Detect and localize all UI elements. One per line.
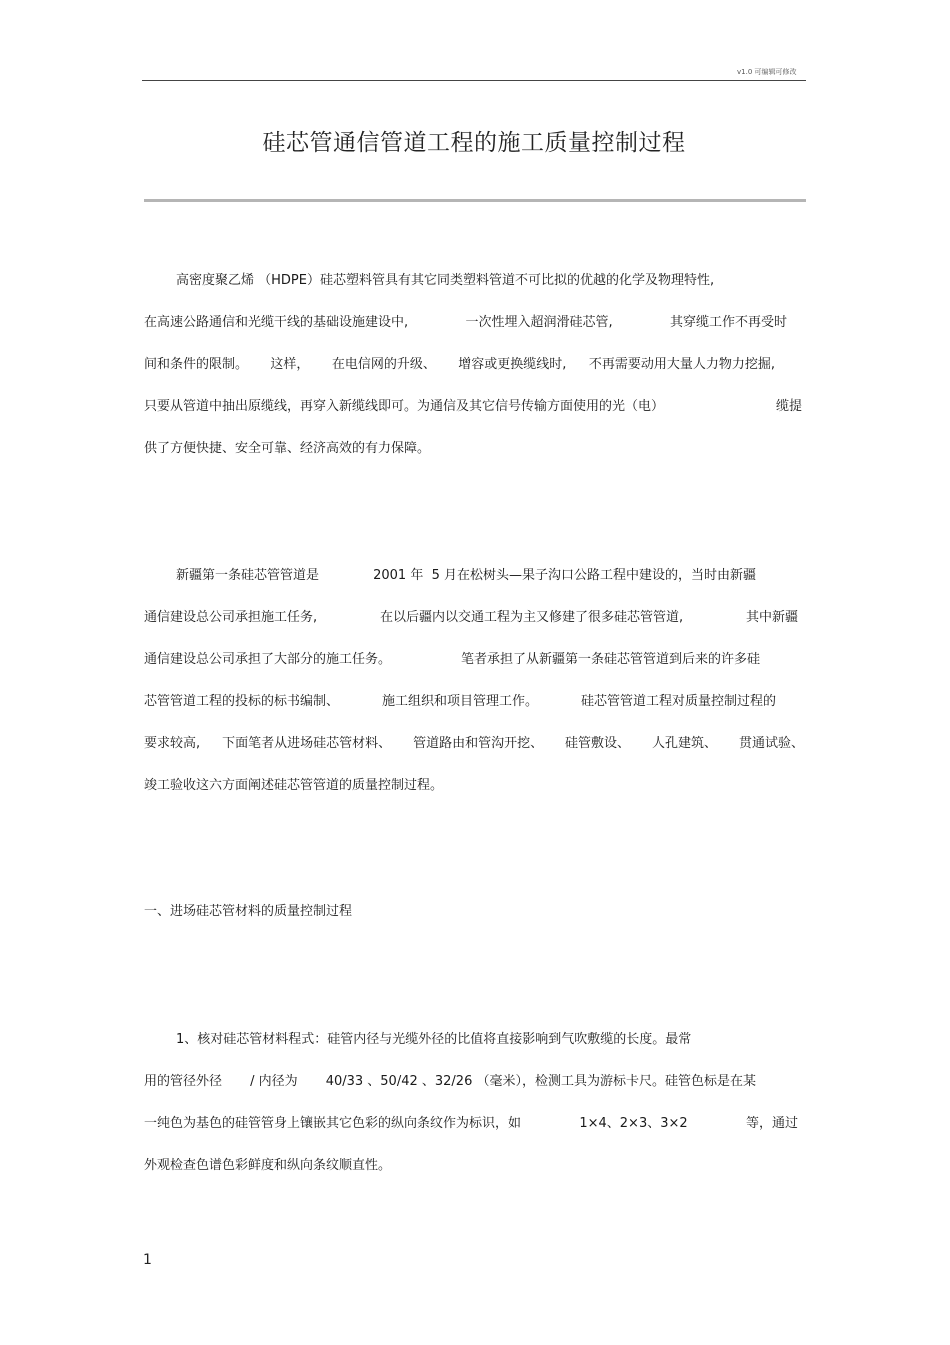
paragraph2-line2-part-a: 通信建设总公司承担施工任务,	[144, 610, 318, 625]
paragraph1-line2	[144, 315, 787, 331]
paragraph1-line4	[144, 399, 802, 415]
paragraph1-line2-part-b: 一次性埋入超润滑硅芯管,	[465, 315, 613, 330]
paragraph2-line5-part-a: 要求较高,	[144, 736, 201, 751]
paragraph2-line5-part-e: 人孔建筑、	[652, 736, 718, 751]
paragraph3-line3-part-b: 1×4、2×3、3×2	[579, 1116, 688, 1131]
paragraph3-line3-part-a: 一纯色为基色的硅管管身上镶嵌其它色彩的纵向条纹作为标识，如	[144, 1116, 522, 1131]
paragraph1-line1: 高密度聚乙烯 （HDPE）硅芯塑料管具有其它同类塑料管道不可比拟的优越的化学及物理特性,	[176, 273, 715, 288]
header-divider	[142, 80, 806, 81]
paragraph3-line2	[144, 1074, 756, 1090]
paragraph2-line4-part-a: 芯管管道工程的投标的标书编制、	[144, 694, 340, 709]
paragraph1-line3-part-a: 间和条件的限制。	[144, 357, 249, 372]
paragraph2-line1	[176, 568, 756, 584]
paragraph1-line4-part-b: 缆提	[775, 399, 802, 414]
paragraph1-line3-part-e: 不再需要动用大量人力物力挖掘,	[588, 357, 775, 372]
paragraph1-line2-part-a: 在高速公路通信和光缆干线的基础设施建设中,	[144, 315, 409, 330]
paragraph3-line3	[144, 1116, 798, 1132]
paragraph1-line2-part-c: 其穿缆工作不再受时	[669, 315, 787, 330]
paragraph2-line3	[144, 652, 760, 668]
paragraph2-line1-part-b: 2001 年 5 月在松树头—果子沟口公路工程中建设的，当时由新疆	[373, 568, 756, 583]
paragraph3-line2-part-c: 40/33 、50/42 、32/26 （毫米），检测工具为游标卡尺。硅管色标是在某	[325, 1074, 756, 1089]
paragraph3-line2-part-b: / 内径为	[250, 1074, 298, 1089]
document-title: 硅芯管通信管道工程的施工质量控制过程	[262, 130, 686, 156]
paragraph2-line4-part-b: 施工组织和项目管理工作。	[381, 694, 538, 709]
paragraph2-line5-part-c: 管道路由和管沟开挖、	[413, 736, 544, 751]
paragraph1-line4-part-a: 只要从管道中抽出原缆线，再穿入新缆线即可。为通信及其它信号传输方面使用的光（电）	[144, 399, 665, 414]
paragraph2-line6: 竣工验收这六方面阐述硅芯管管道的质量控制过程。	[144, 778, 444, 793]
paragraph3-line1: 1、核对硅芯管材料程式：硅管内径与光缆外径的比值将直接影响到气吹敷缆的长度。最常	[176, 1032, 692, 1047]
paragraph1-line3-part-b: 这样，	[270, 357, 310, 372]
paragraph1-line5: 供了方便快捷、安全可靠、经济高效的有力保障。	[144, 441, 431, 456]
paragraph3-line3-part-c: 等，通过	[745, 1116, 798, 1131]
paragraph2-line2	[144, 610, 798, 626]
paragraph2-line5	[144, 736, 804, 752]
paragraph2-line5-part-d: 硅管敷设、	[565, 736, 631, 751]
paragraph3-line4: 外观检查色谱色彩鲜度和纵向条纹顺直性。	[144, 1158, 392, 1173]
paragraph2-line5-part-b: 下面笔者从进场硅芯管材料、	[222, 736, 392, 751]
paragraph1-line3	[144, 357, 775, 373]
paragraph2-line4-part-c: 硅芯管管道工程对质量控制过程的	[580, 694, 776, 709]
title-divider	[144, 199, 806, 202]
paragraph3-line2-part-a: 用的管径外径	[144, 1074, 223, 1089]
header-version-note: v1.0 可编辑可修改	[737, 68, 797, 76]
paragraph2-line3-part-b: 笔者承担了从新疆第一条硅芯管管道到后来的许多硅	[460, 652, 760, 667]
paragraph2-line2-part-b: 在以后疆内以交通工程为主又修建了很多硅芯管管道,	[379, 610, 684, 625]
paragraph2-line2-part-c: 其中新疆	[745, 610, 798, 625]
paragraph1-line3-part-d: 增容或更换缆线时,	[458, 357, 567, 372]
page-number: 1	[143, 1252, 152, 1268]
paragraph2-line5-part-f: 贯通试验、	[738, 736, 804, 751]
paragraph1-line3-part-c: 在电信网的升级、	[331, 357, 436, 372]
paragraph2-line3-part-a: 通信建设总公司承担了大部分的施工任务。	[144, 652, 392, 667]
section1-heading: 一、进场硅芯管材料的质量控制过程	[144, 904, 353, 919]
paragraph2-line4	[144, 694, 776, 710]
paragraph2-line1-part-a: 新疆第一条硅芯管管道是	[176, 568, 320, 583]
